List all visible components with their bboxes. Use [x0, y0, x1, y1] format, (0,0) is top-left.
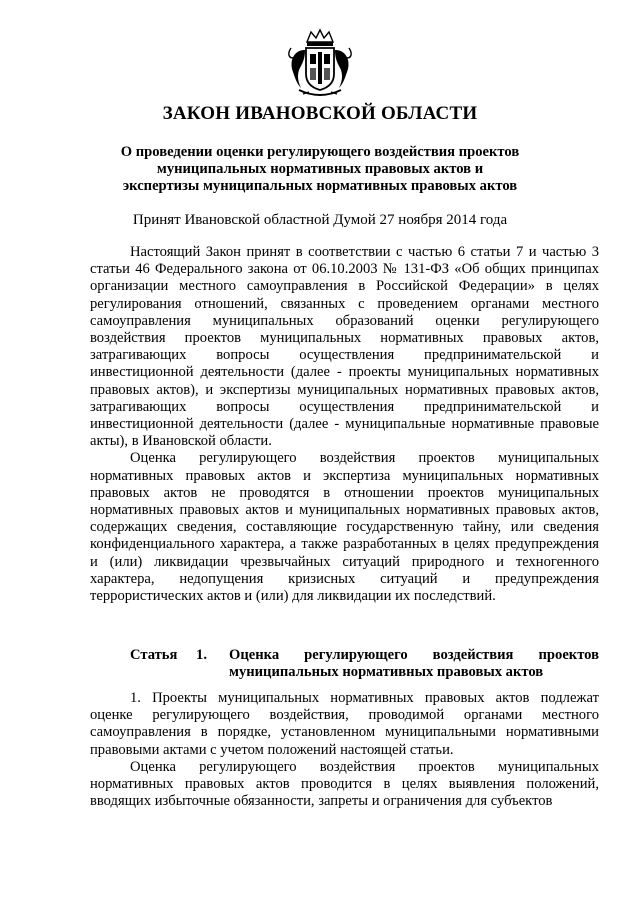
- law-title: ЗАКОН ИВАНОВСКОЙ ОБЛАСТИ: [162, 103, 478, 124]
- law-subtitle: О проведении оценки регулирующего воздействия проектов муниципальных нормативных правовых актов и экспертизы муниципальных нормативных правовых актов: [120, 144, 520, 194]
- article-body: [90, 690, 599, 810]
- article-title: Оценка регулирующего воздействия проектов муниципальных нормативных правовых актов: [229, 647, 599, 681]
- article-paragraph: 1. Проекты муниципальных нормативных правовых актов подлежат оценке регулирующего воздействия, проводимой органами местного самоуправления в порядке, установленном муниципальными нормативными правовыми актами с учетом положений настоящей статьи.: [90, 690, 599, 758]
- coat-of-arms-icon: [285, 28, 355, 102]
- article-label: Статья: [130, 647, 178, 663]
- preamble-text: [90, 244, 599, 605]
- preamble-paragraph: Оценка регулирующего воздействия проектов муниципальных нормативных правовых актов и экспертиза муниципальных нормативных правовых актов не проводятся в отношении проектов муниципальных нормативных правовых актов и муниципальных нормативных правовых актов, содержащих сведения, составляющие государственную тайну, или сведения конфиденциального характера, а также разработанных в целях предупреждения и (или) ликвидации чрезвычайных ситуаций природного и техногенного характера, недопущения кризисных ситуаций и предупреждения террористических актов и (или) для ликвидации их последствий.: [90, 450, 599, 605]
- preamble-paragraph: Настоящий Закон принят в соответствии с частью 6 статьи 7 и частью 3 статьи 46 Федерального закона от 06.10.2003 № 131-ФЗ «Об общих принципах организации местного самоуправления в Российской Федерации» в целях регулирования отношений, связанных с проведением органами местного самоуправления муниципальных образований оценки регулирующего воздействия проектов муниципальных нормативных правовых актов, затрагивающих вопросы осуществления предпринимательской и инвестиционной деятельности (далее - проекты муниципальных нормативных правовых актов), и экспертизы муниципальных нормативных правовых актов, затрагивающих вопросы осуществления предпринимательской и инвестиционной деятельности (далее - муниципальные нормативные правовые акты), в Ивановской области.: [90, 244, 599, 450]
- adoption-note: Принят Ивановской областной Думой 27 ноября 2014 года: [132, 212, 508, 228]
- article-heading: [130, 647, 599, 681]
- article-number: [130, 647, 229, 681]
- article-num: 1.: [196, 647, 207, 663]
- article-paragraph: Оценка регулирующего воздействия проектов муниципальных нормативных правовых актов проводится в целях выявления положений, вводящих избыточные обязанности, запреты и ограничения для субъектов: [90, 758, 599, 810]
